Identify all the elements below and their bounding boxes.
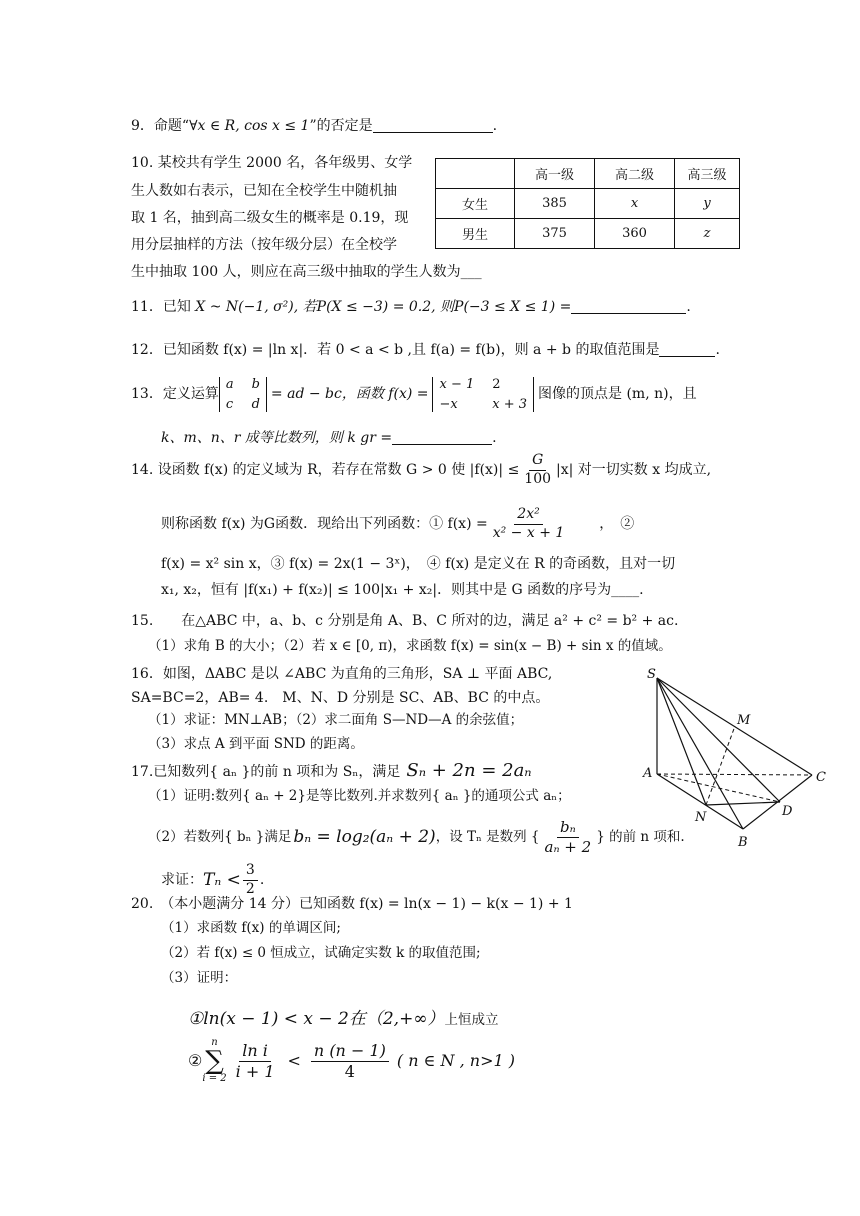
label-n: N xyxy=(695,810,707,825)
table-cell: 女生 xyxy=(436,189,515,219)
label-m: M xyxy=(737,713,751,728)
q11-label: 11．已知 xyxy=(131,299,191,315)
table-row xyxy=(436,189,740,219)
q17-line4 xyxy=(161,862,264,898)
q9-formula: ∀x ∈ R, cos x ≤ 1 xyxy=(189,118,310,134)
frac-den: 2 xyxy=(245,880,255,897)
fraction-bn-an xyxy=(542,818,595,857)
question-14 xyxy=(131,452,711,488)
q17-line1 xyxy=(131,760,532,782)
question-13 xyxy=(131,377,697,412)
q17-tn: Tₙ < xyxy=(203,869,241,890)
table-cell: y xyxy=(675,189,740,219)
determinant-fx xyxy=(432,377,534,412)
fraction-2x2 xyxy=(490,506,568,542)
frac-den: aₙ + 2 xyxy=(544,837,592,856)
q17-line3 xyxy=(148,818,685,857)
q14-line4: x₁, x₂，恒有 |f(x₁) + f(x₂)| ≤ 100|x₁ + x₂|．则其中是 G 函数的序号为____. xyxy=(161,582,644,598)
fraction-ln-i xyxy=(233,1041,278,1082)
q14-line2a: 则称函数 f(x) 为G函数．现给出下列函数：① f(x) = xyxy=(161,515,488,532)
det-entry: x − 1 xyxy=(439,377,475,392)
q16-line2: SA=BC=2，AB= 4. M、N、D 分别是 SC、AB、BC 的中点。 xyxy=(131,690,550,706)
q10-line: 用分层抽样的方法（按年级分层）在全校学 xyxy=(131,237,397,253)
q11-answer-blank xyxy=(571,299,686,314)
sum-upper: n xyxy=(211,1037,218,1048)
table-cell: 高三级 xyxy=(675,159,740,189)
q13-line2-text: k、m、n、r 成等比数列，则 k gr = xyxy=(161,430,393,446)
less-than: < xyxy=(287,1051,301,1071)
q13-tail: 图像的顶点是 (m, n)，且 xyxy=(538,386,697,403)
q15-line2: （1）求角 B 的大小；（2）若 x ∈ [0, π)，求函数 f(x) = sin(x − B) + sin x 的值域。 xyxy=(148,638,672,654)
question-9 xyxy=(131,118,497,135)
question-12 xyxy=(131,342,720,359)
det-entry: b xyxy=(251,377,260,392)
q20-line6 xyxy=(188,1038,515,1084)
q10-line: 10. 某校共有学生 2000 名，各年级男、女学 xyxy=(131,155,413,171)
q9-tail: ”的否定是 xyxy=(309,118,373,134)
q11-end: . xyxy=(686,299,691,315)
summation xyxy=(202,1038,226,1084)
q14-line1b: |x| 对一切实数 x 均成立, xyxy=(556,461,712,478)
q14-line3: f(x) = x² sin x，③ f(x) = 2x(1 − 3ˣ)， ④ f(x) 是定义在 R 的奇函数，且对一切 xyxy=(161,556,676,572)
sum-lower: i = 2 xyxy=(202,1073,227,1084)
fraction-n-n-1 xyxy=(311,1041,389,1082)
det-entry: 2 xyxy=(492,377,501,392)
q13-line2 xyxy=(161,430,497,447)
q10-line: 生中抽取 100 人，则应在高三级中抽取的学生人数为___ xyxy=(131,264,482,280)
table-cell xyxy=(436,159,515,189)
table-cell: 360 xyxy=(595,219,675,249)
grade-gender-table xyxy=(435,158,740,249)
frac-num: G xyxy=(529,452,546,471)
label-s: S xyxy=(647,667,656,682)
q17-line3c: ，设 Tₙ 是数列 { xyxy=(435,829,540,846)
table-cell: z xyxy=(675,219,740,249)
frac-num: 3 xyxy=(243,862,258,881)
q14-line2b: ， ② xyxy=(599,515,635,532)
table-cell: 男生 xyxy=(436,219,515,249)
q17-line3a: （2）若数列{ bₙ }满足 xyxy=(148,829,292,846)
table-row xyxy=(436,219,740,249)
q12-text: 12．已知函数 f(x) = |ln x|．若 0 < a < b ,且 f(a) = f(b)，则 a + b 的取值范围是 xyxy=(131,342,660,358)
q15-line1: 15. 在△ABC 中，a、b、c 分别是角 A、B、C 所对的边，满足 a² + c² = b² + ac. xyxy=(131,613,679,629)
q17-bn-def: bₙ = log₂(aₙ + 2) xyxy=(293,827,436,848)
q17-line4c: . xyxy=(259,871,265,888)
q20-line1: 20. （本小题满分 14 分）已知函数 f(x) = ln(x − 1) − k(x − 1) + 1 xyxy=(131,896,573,912)
label-a: A xyxy=(643,766,653,781)
frac-den: x² − x + 1 xyxy=(492,524,565,541)
sigma-icon: ∑ xyxy=(205,1046,224,1076)
table-cell: 375 xyxy=(515,219,595,249)
q16-line3: （1）求证：MN⊥AB；（2）求二面角 S—ND—A 的余弦值； xyxy=(148,712,524,728)
q16-line4: （3）求点 A 到平面 SND 的距离。 xyxy=(148,736,364,752)
q12-end: . xyxy=(715,342,720,358)
q12-answer-blank xyxy=(659,342,715,357)
frac-num: 2x² xyxy=(514,506,542,525)
q13-end: . xyxy=(492,430,497,446)
table-cell: 高一级 xyxy=(515,159,595,189)
question-11 xyxy=(131,299,691,316)
q11-formula: X ~ N(−1, σ²), 若P(X ≤ −3) = 0.2, 则P(−3 ≤ X ≤ 1) = xyxy=(195,299,572,315)
q9-end: . xyxy=(492,118,498,134)
q9-answer-blank xyxy=(373,118,493,133)
q16-line1: 16．如图，ΔABC 是以 ∠ABC 为直角的三角形，SA ⊥ 平面 ABC, xyxy=(131,666,553,682)
frac-den: 4 xyxy=(344,1061,355,1081)
fraction-3-2 xyxy=(243,862,258,898)
q14-line1a: 14. 设函数 f(x) 的定义域为 R，若存在常数 G > 0 使 |f(x)| ≤ xyxy=(131,461,520,478)
q20-line5 xyxy=(188,1009,498,1029)
q13-answer-blank xyxy=(392,430,492,445)
label-c: C xyxy=(816,770,826,785)
frac-num: ln i xyxy=(239,1041,271,1062)
label-d: D xyxy=(782,804,793,819)
det-entry: d xyxy=(251,396,260,412)
q17-line2: （1）证明:数列{ aₙ + 2}是等比数列.并求数列{ aₙ }的通项公式 aₙ； xyxy=(148,788,571,804)
frac-num: n (n − 1) xyxy=(311,1041,389,1062)
q13-equation: = ad − bc，函数 f(x) = xyxy=(270,386,429,403)
q10-line: 生人数如右表示，已知在全校学生中随机抽 xyxy=(131,183,397,199)
q17-recurrence: Sₙ + 2n = 2aₙ xyxy=(406,760,532,781)
circled-2: ② xyxy=(188,1051,203,1071)
q10-line: 取 1 名，抽到高二级女生的概率是 0.19，现 xyxy=(131,210,409,226)
q20-line5b: 上恒成立 xyxy=(444,1012,499,1028)
q17-line3d: } 的前 n 项和. xyxy=(596,829,685,846)
frac-num: bₙ xyxy=(557,818,579,838)
frac-den: i + 1 xyxy=(235,1061,275,1081)
label-b: B xyxy=(738,835,748,850)
q20-line4: （3）证明： xyxy=(161,970,238,986)
table-header-row xyxy=(436,159,740,189)
q17-line4a: 求证： xyxy=(161,871,203,888)
det-entry: x + 3 xyxy=(492,396,528,412)
det-entry: a xyxy=(225,377,234,392)
frac-den: 100 xyxy=(524,470,552,487)
q17-line1a: 17.已知数列{ aₙ }的前 n 项和为 Sₙ，满足 xyxy=(131,764,401,780)
det-entry: c xyxy=(225,396,234,412)
fraction-g-100 xyxy=(521,452,554,488)
table-cell: 高二级 xyxy=(595,159,675,189)
q20-line2: （1）求函数 f(x) 的单调区间; xyxy=(161,920,341,936)
q20-condition: ( n ∈ N , n>1 ) xyxy=(396,1051,515,1071)
table-cell: 385 xyxy=(515,189,595,219)
q9-label: 9．命题“ xyxy=(131,118,190,134)
q20-inequality-1: ①ln(x − 1) < x − 2在（2,+∞） xyxy=(188,1009,445,1029)
q20-line3: （2）若 f(x) ≤ 0 恒成立，试确定实数 k 的取值范围; xyxy=(161,945,481,961)
q14-line2 xyxy=(161,506,634,542)
table-cell: x xyxy=(595,189,675,219)
det-entry: −x xyxy=(439,396,458,412)
q13-label: 13．定义运算 xyxy=(131,386,219,403)
determinant-abcd xyxy=(219,377,267,412)
